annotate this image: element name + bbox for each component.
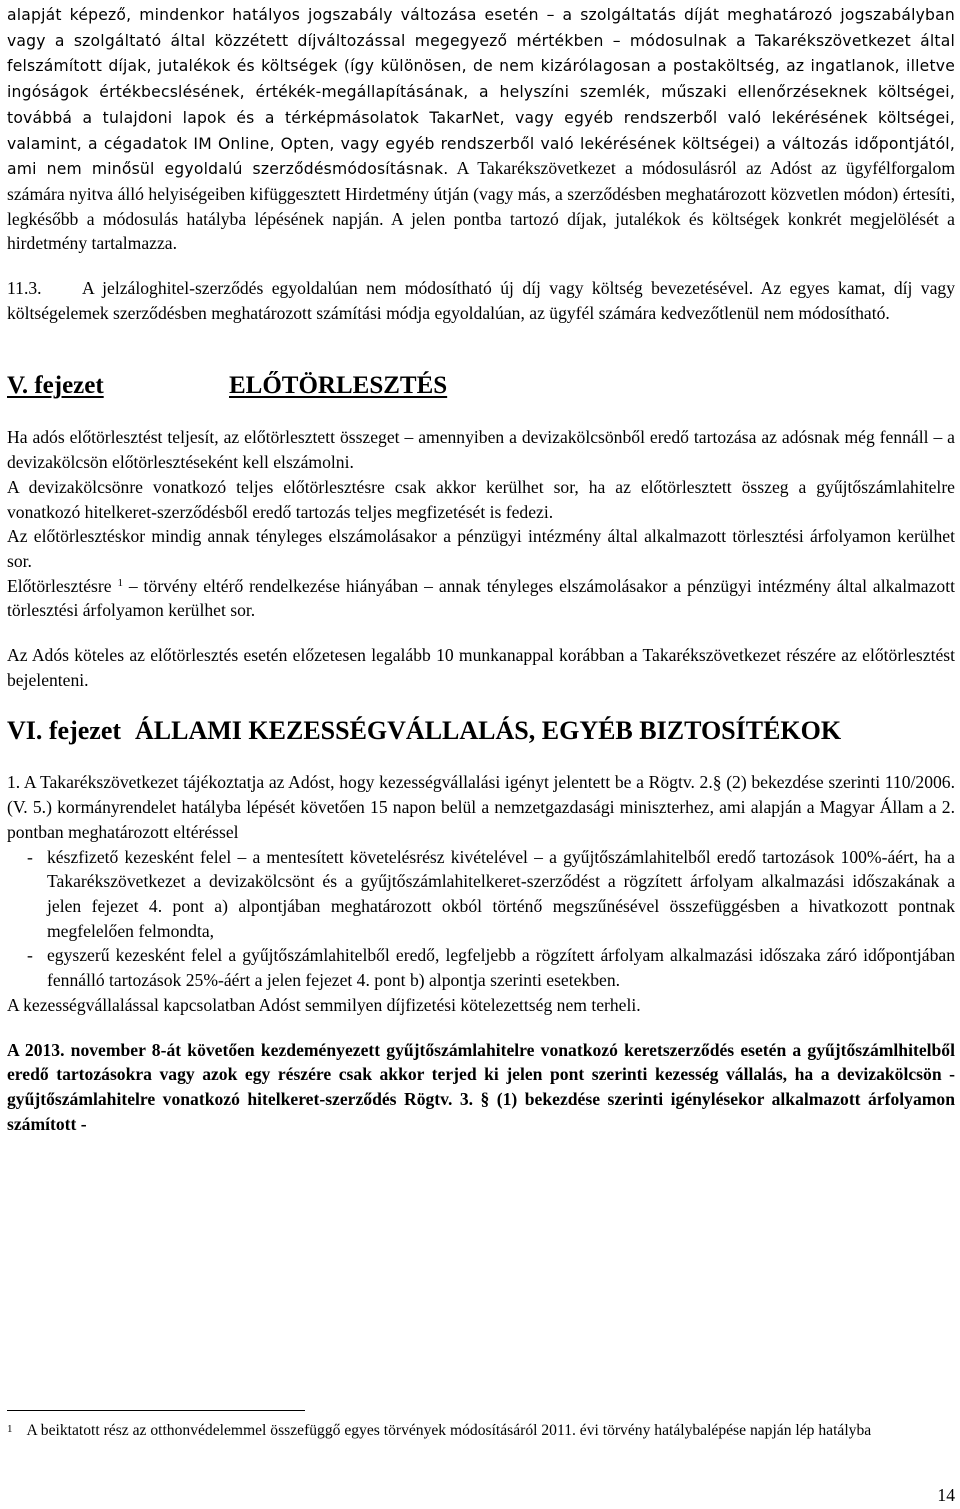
chapter-5-paragraph-1: Ha adós előtörlesztést teljesít, az előtörlesztett összeget – amennyiben a devizakölcsönből eredő tartozása az adósnak még fennáll – a devizakölcsön előtörlesztéseként kell elszámolni. <box>7 427 955 473</box>
chapter-6-heading <box>7 716 955 746</box>
footnote-marker: 1 <box>7 1423 13 1435</box>
list-item-text: egyszerű kezesként felel a gyűjtőszámlahitelből eredő, legfeljebb a rögzített árfolyam alkalmazási időszaka záró időpontjában fennálló tartozások 25%-áért a jelen fejezet 4. pont b) alpontja szerinti esetekben. <box>47 945 955 991</box>
chapter-5-paragraph-5: Az Adós köteles az előtörlesztés esetén előzetesen legalább 10 munkanappal korábban a Takarékszövetkezet részére az előtörlesztést bejelenteni. <box>7 645 955 690</box>
list-item-text: készfizető kezesként felel – a mentesített követelésrész kivételével – a gyűjtőszámlahitelből eredő tartozások 100%-áért, ha a Takarékszövetkezet a devizakölcsönt és a gyűjtőszámlahitelkeret-szerződést a rögzített árfolyam alkalmazási időszakának a jelen fejezet 4. pont a) alpontjában meghatározott okból történő megszűnésével összefüggésben a hivatkozott pontnak megfelelően felmondta, <box>47 846 955 941</box>
document-page <box>7 2 955 1136</box>
list-dash: - <box>27 945 33 966</box>
p4-before: Előtörlesztésre <box>7 575 118 596</box>
chapter-5-heading <box>7 371 955 401</box>
list-dash: - <box>27 846 33 867</box>
chapter-6-paragraph-1: 1. A Takarékszövetkezet tájékoztatja az Adóst, hogy kezességvállalási igényt jelentett be a Rögtv. 2.§ (2) bekezdése szerinti 110/2006. (V. 5.) kormányrendelet hatályba lépését követően 15 napon belül a nemzetgazdasági miniszterhez, ami alapján a Magyar Állam a 2. pontban meghatározott eltéréssel <box>7 772 955 842</box>
chapter-5-paragraph-3: Az előtörlesztéskor mindig annak tényleges elszámolásakor a pénzügyi intézmény által alkalmazott törlesztési árfolyamon kerülhet sor. <box>7 526 955 571</box>
footnote <box>7 1420 955 1442</box>
page-number: 14 <box>937 1485 955 1505</box>
guarantee-list <box>7 845 955 993</box>
list-item <box>7 943 955 992</box>
chapter-6-title: ÁLLAMI KEZESSÉGVÁLLALÁS, EGYÉB BIZTOSÍTÉKOK <box>135 716 842 746</box>
section-11-3-text: A jelzáloghitel-szerződés egyoldalúan nem módosítható új díj vagy költség bevezetésével. Az egyes kamat, díj vagy költségelemek szerződésben meghatározott számítási módja egyoldalúan, az ügyfél számára kedvezőtlenül nem módosítható. <box>7 278 955 323</box>
chapter-6-number: VI. fejezet <box>7 716 122 746</box>
intro-text-serif: A Takarékszövetkezet a módosulásról az Adóst az ügyfélforgalom számára nyitva álló helyiségeiben kifüggesztett Hirdetmény útján (vagy más, a szerződésben meghatározott közvetlen módon) értesíti, legkésőbb a módosulás hatályba lépésének napján. A jelen pontba tartozó díjak, jutalékok és költségek konkrét megjelölését a hirdetmény tartalmazza. <box>7 158 956 254</box>
chapter-5-paragraph-4 <box>7 574 955 623</box>
footnote-divider <box>7 1410 305 1411</box>
section-11-3 <box>7 276 955 325</box>
chapter-5-paragraph-2: A devizakölcsönre vonatkozó teljes előtörlesztésre csak akkor kerülhet sor, ha az előtörlesztett összeg a gyűjtőszámlahitelre vonatkozó hitelkeret-szerződésből eredő tartozás teljes megfizetését is fedezi. <box>7 476 955 522</box>
chapter-5-number: V. fejezet <box>7 372 104 400</box>
list-item <box>7 845 955 944</box>
section-11-3-number: 11.3. <box>7 278 42 299</box>
chapter-5-title: ELŐTÖRLESZTÉS <box>229 372 448 400</box>
chapter-6-paragraph-3: A 2013. november 8-át követően kezdeményezett gyűjtőszámlahitelre vonatkozó keretszerződés esetén a gyűjtőszámlhitelből eredő tartozásokra vagy azok egy részére csak akkor terjed ki jelen pont szerinti kezesség vállalás, ha a devizakölcsön - gyűjtőszámlahitelre vonatkozó hitelkeret-szerződés Rögtv. 3. § (1) bekezdése szerinti igénylésekor alkalmazott árfolyamon számított - <box>7 1039 955 1134</box>
intro-text-sans: alapját képező, mindenkor hatályos jogszabály változása esetén – a szolgáltatás díját meghatározó jogszabályban vagy a szolgáltató által közzétett díjváltozással megegyező mértékben – módosulnak a Takarékszövetkezet által felszámított díjak, jutalékok és költségek (így különösen, de nem kizárólagosan a postaköltség, az ingatlanok, illetve ingóságok értékbecslésének, értékék-megállapításának, a helyszíni szemlék, műszaki ellenőrzéseknek költségei, továbbá a tulajdoni lapok és a térképmásolatok TakarNet, vagy egyéb rendszerből való lekérésének költségei, valamint, a cégadatok IM Online, Opten, vagy egyéb rendszerből való lekérésének költségei) a változás időpontjától, ami nem minősül egyoldalú szerződésmódosításnak. <box>7 6 955 179</box>
p4-after: – törvény eltérő rendelkezése hiányában – annak tényleges elszámolásakor a pénzügyi intézmény által alkalmazott törlesztési árfolyamon kerülhet sor. <box>7 575 955 621</box>
footnote-reference[interactable]: 1 <box>117 576 123 589</box>
intro-paragraph <box>7 2 955 256</box>
footnote-text: A beiktatott rész az otthonvédelemmel összefüggő egyes törvények módosításáról 2011. évi törvény hatálybalépése napján lép hatályba <box>26 1422 872 1439</box>
chapter-6-paragraph-2: A kezességvállalással kapcsolatban Adóst semmilyen díjfizetési kötelezettség nem terheli. <box>7 994 641 1015</box>
